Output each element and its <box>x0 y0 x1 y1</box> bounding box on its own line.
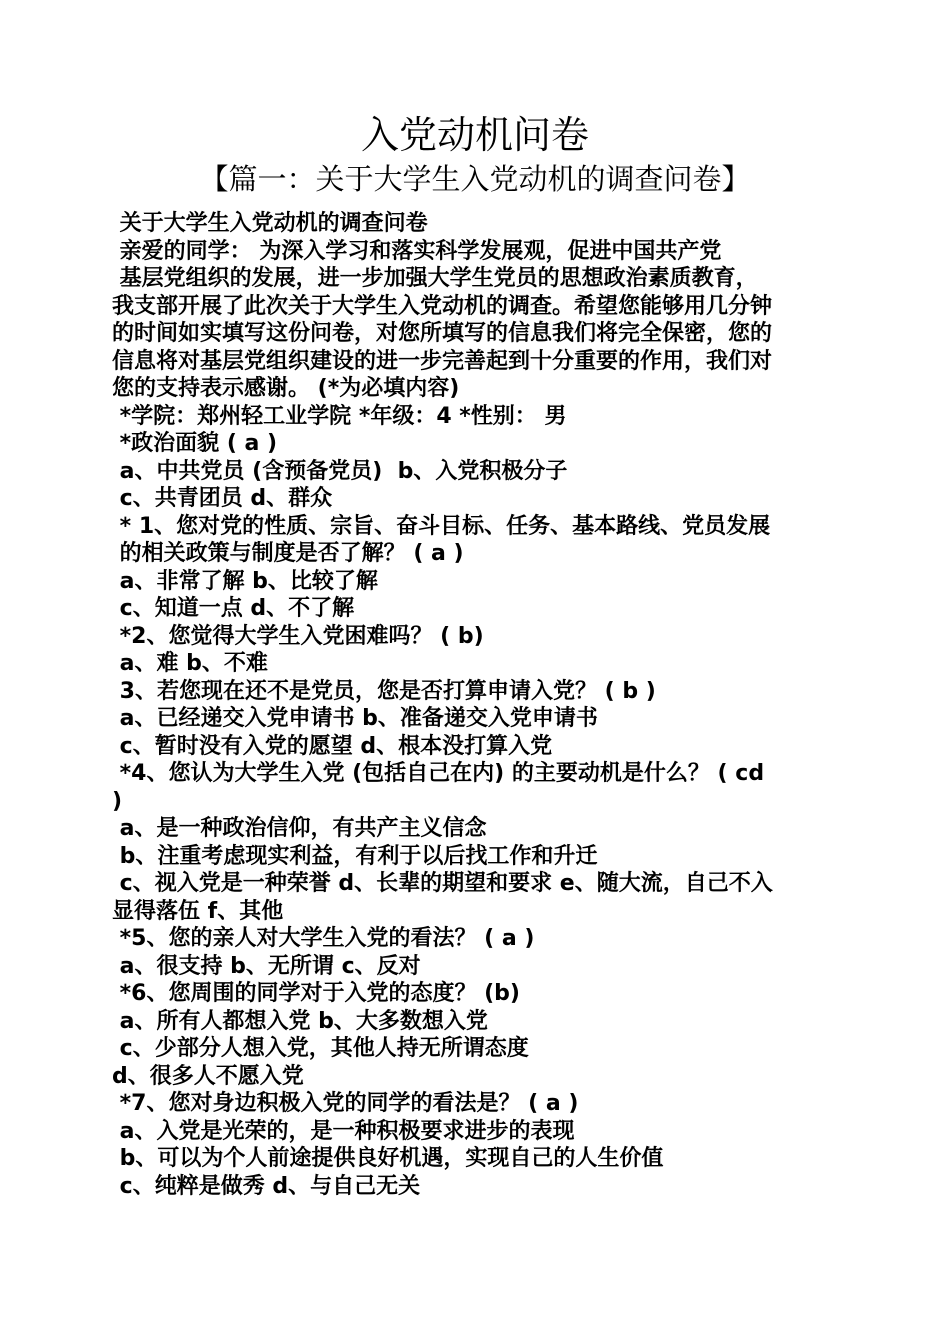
text-line: 的相关政策与制度是否了解？ ( a ) <box>112 541 464 566</box>
text-line: * 1、您对党的性质、宗旨、奋斗目标、任务、基本路线、党员发展 <box>112 513 771 539</box>
text-line: *政治面貌 ( a ) <box>112 431 278 456</box>
text-line: c、少部分人想入党，其他人持无所谓态度 <box>112 1036 529 1061</box>
text-line: a、所有人都想入党 b、大多数想入党 <box>112 1008 488 1034</box>
text-line: a、入党是光荣的，是一种积极要求进步的表现 <box>112 1118 575 1144</box>
document-body <box>112 210 842 1200</box>
text-line: c、视入党是一种荣誉 d、长辈的期望和要求 e、随大流，自己不入 <box>112 871 773 896</box>
text-line: *2、您觉得大学生入党困难吗？ ( b) <box>112 623 484 649</box>
text-line: a、难 b、不难 <box>112 651 268 676</box>
page-title: 入党动机问卷 <box>360 113 589 157</box>
text-line: a、是一种政治信仰，有共产主义信念 <box>112 816 487 841</box>
text-line: 的时间如实填写这份问卷，对您所填写的信息我们将完全保密，您的 <box>112 321 773 346</box>
page-subtitle: 【篇一：关于大学生入党动机的调查问卷】 <box>199 162 751 196</box>
text-line: b、可以为个人前途提供良好机遇，实现自己的人生价值 <box>112 1146 664 1171</box>
text-line: 基层党组织的发展，进一步加强大学生党员的思想政治素质教育， <box>112 266 758 291</box>
text-line: a、很支持 b、无所谓 c、反对 <box>112 953 421 979</box>
text-line: c、共青团员 d、群众 <box>112 486 333 511</box>
text-line: c、纯粹是做秀 d、与自己无关 <box>112 1173 421 1199</box>
text-line: 显得落伍 f、其他 <box>112 898 284 924</box>
text-line: 3、若您现在还不是党员，您是否打算申请入党？ ( b ) <box>112 678 656 704</box>
text-line: b、注重考虑现实利益，有利于以后找工作和升迁 <box>112 843 598 869</box>
text-line: 关于大学生入党动机的调查问卷 <box>112 211 428 236</box>
text-line: c、知道一点 d、不了解 <box>112 596 355 621</box>
text-line: *4、您认为大学生入党 (包括自己在内) 的主要动机是什么？ ( cd <box>112 761 765 786</box>
text-line: *5、您的亲人对大学生入党的看法？ ( a ) <box>112 926 535 951</box>
text-line: 信息将对基层党组织建设的进一步完善起到十分重要的作用，我们对 <box>112 348 773 374</box>
text-line: *7、您对身边积极入党的同学的看法是？ ( a ) <box>112 1091 579 1116</box>
text-line: *学院：郑州轻工业学院 *年级：4 *性别： 男 <box>112 403 567 429</box>
text-line: 亲爱的同学： 为深入学习和落实科学发展观，促进中国共产党 <box>112 238 722 264</box>
text-line: c、暂时没有入党的愿望 d、根本没打算入党 <box>112 733 553 759</box>
text-line: 我支部开展了此次关于大学生入党动机的调查。希望您能够用几分钟 <box>112 293 773 319</box>
text-line: d、很多人不愿入党 <box>112 1063 304 1089</box>
text-line: ) <box>112 788 123 814</box>
text-line: a、非常了解 b、比较了解 <box>112 568 378 594</box>
text-line: 您的支持表示感谢。 (*为必填内容) <box>112 376 460 401</box>
text-line: a、已经递交入党申请书 b、准备递交入党申请书 <box>112 706 598 731</box>
text-line: a、中共党员 (含预备党员) b、入党积极分子 <box>112 458 568 484</box>
text-line: *6、您周围的同学对于入党的态度？ (b) <box>112 981 520 1006</box>
